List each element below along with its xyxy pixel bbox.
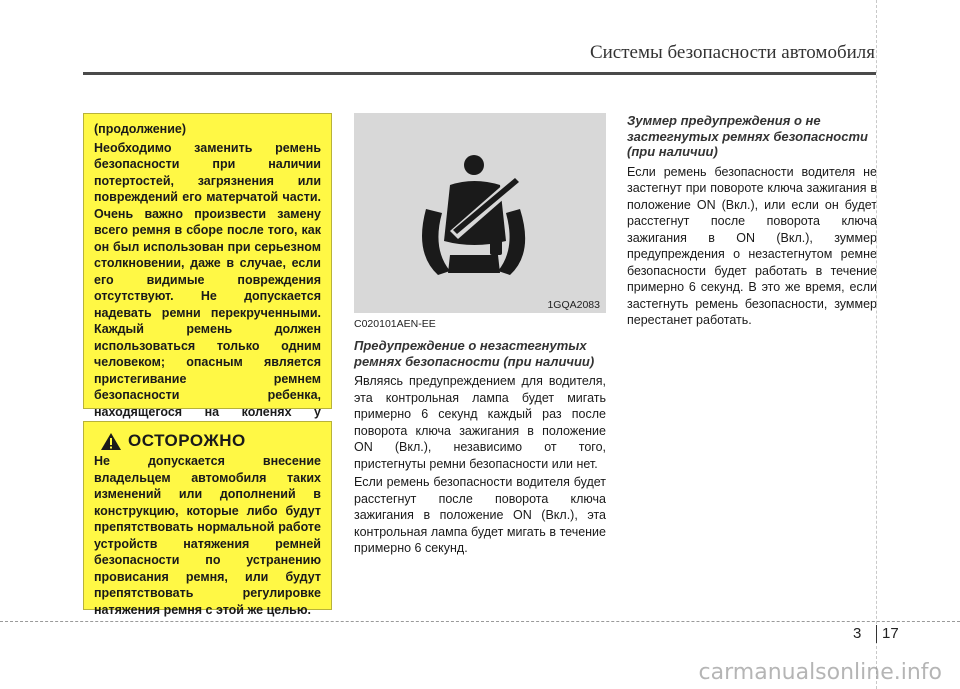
crop-line-vertical — [876, 0, 877, 689]
middle-column — [354, 318, 606, 559]
continuation-text: Необходимо заменить ремень безопасности при наличии потертостей, загрязнения или повреждений его матерчатой части. Очень важно произвести замену всего ремня в сборе после того, как он был использован при серьезном столкновении, даже в случае, если его видимые повреждения отсутствуют. Не допускается надевать ремни перекрученными. Каждый ремень должен использоваться только одним человеком; опасным является пристегивание ремнем безопасности ребенка, находящегося на коленях у — [94, 140, 321, 419]
header-rule — [83, 72, 876, 75]
caution-box — [83, 421, 332, 617]
section-heading: Зуммер предупреждения о не застегнутых ремнях безопасности (при наличии) — [627, 113, 868, 159]
warning-triangle-icon — [100, 432, 122, 451]
paragraph: Являясь предупреждением для водителя, эта контрольная лампа будет мигать примерно 6 секунд каждый раз после поворота ключа зажигания в положение ON (Вкл.), независимо от того, пристегнуты ремни безопасности или нет. — [354, 374, 606, 471]
seatbelt-figure — [354, 113, 606, 313]
page-header-title: Системы безопасности автомобиля — [589, 42, 875, 63]
caution-title: ОСТОРОЖНО — [128, 431, 246, 450]
paragraph: Если ремень безопасности водителя не застегнут при повороте ключа зажигания в положение ON (Вкл.), или если он будет расстегнут после поворота ключа зажигания в ON (Вкл.), зуммер предупреждения о незастегнутом ремне безопасности будет работать в течение примерно 6 секунд. В это же время, если застегнуть ремень безопасности, зуммер перестанет работать. — [627, 164, 877, 327]
seatbelt-warning-icon — [354, 113, 606, 313]
crop-line-horizontal — [0, 621, 960, 622]
section-code: C020101AEN-EE — [354, 318, 436, 330]
page-number: 17 — [882, 625, 899, 642]
right-column — [627, 113, 877, 331]
section-heading: Предупреждение о незастегнутых ремнях безопасности (при наличии) — [354, 338, 595, 369]
caution-text: Не допускается внесение владельцем автомобиля таких изменений или дополнений в конструкцию, которые либо будут препятствовать нормальной работе устройств натяжения ремней безопасности по устранению провисания ремня, или будут препятствовать регулировке натяжения ремня с этой же целью. — [94, 454, 321, 617]
continuation-label: (продолжение) — [94, 122, 187, 136]
chapter-number: 3 — [853, 625, 862, 642]
figure-code: 1GQA2083 — [547, 299, 600, 311]
paragraph: Если ремень безопасности водителя будет расстегнут после поворота ключа зажигания в положение ON (Вкл.), эта контрольная лампа будет мигать в течение примерно 6 секунд. — [354, 475, 606, 555]
page-number-separator — [876, 625, 877, 643]
continuation-warning-box — [83, 113, 332, 419]
caution-header — [100, 431, 321, 451]
watermark: carmanualsonline.info — [698, 660, 942, 685]
